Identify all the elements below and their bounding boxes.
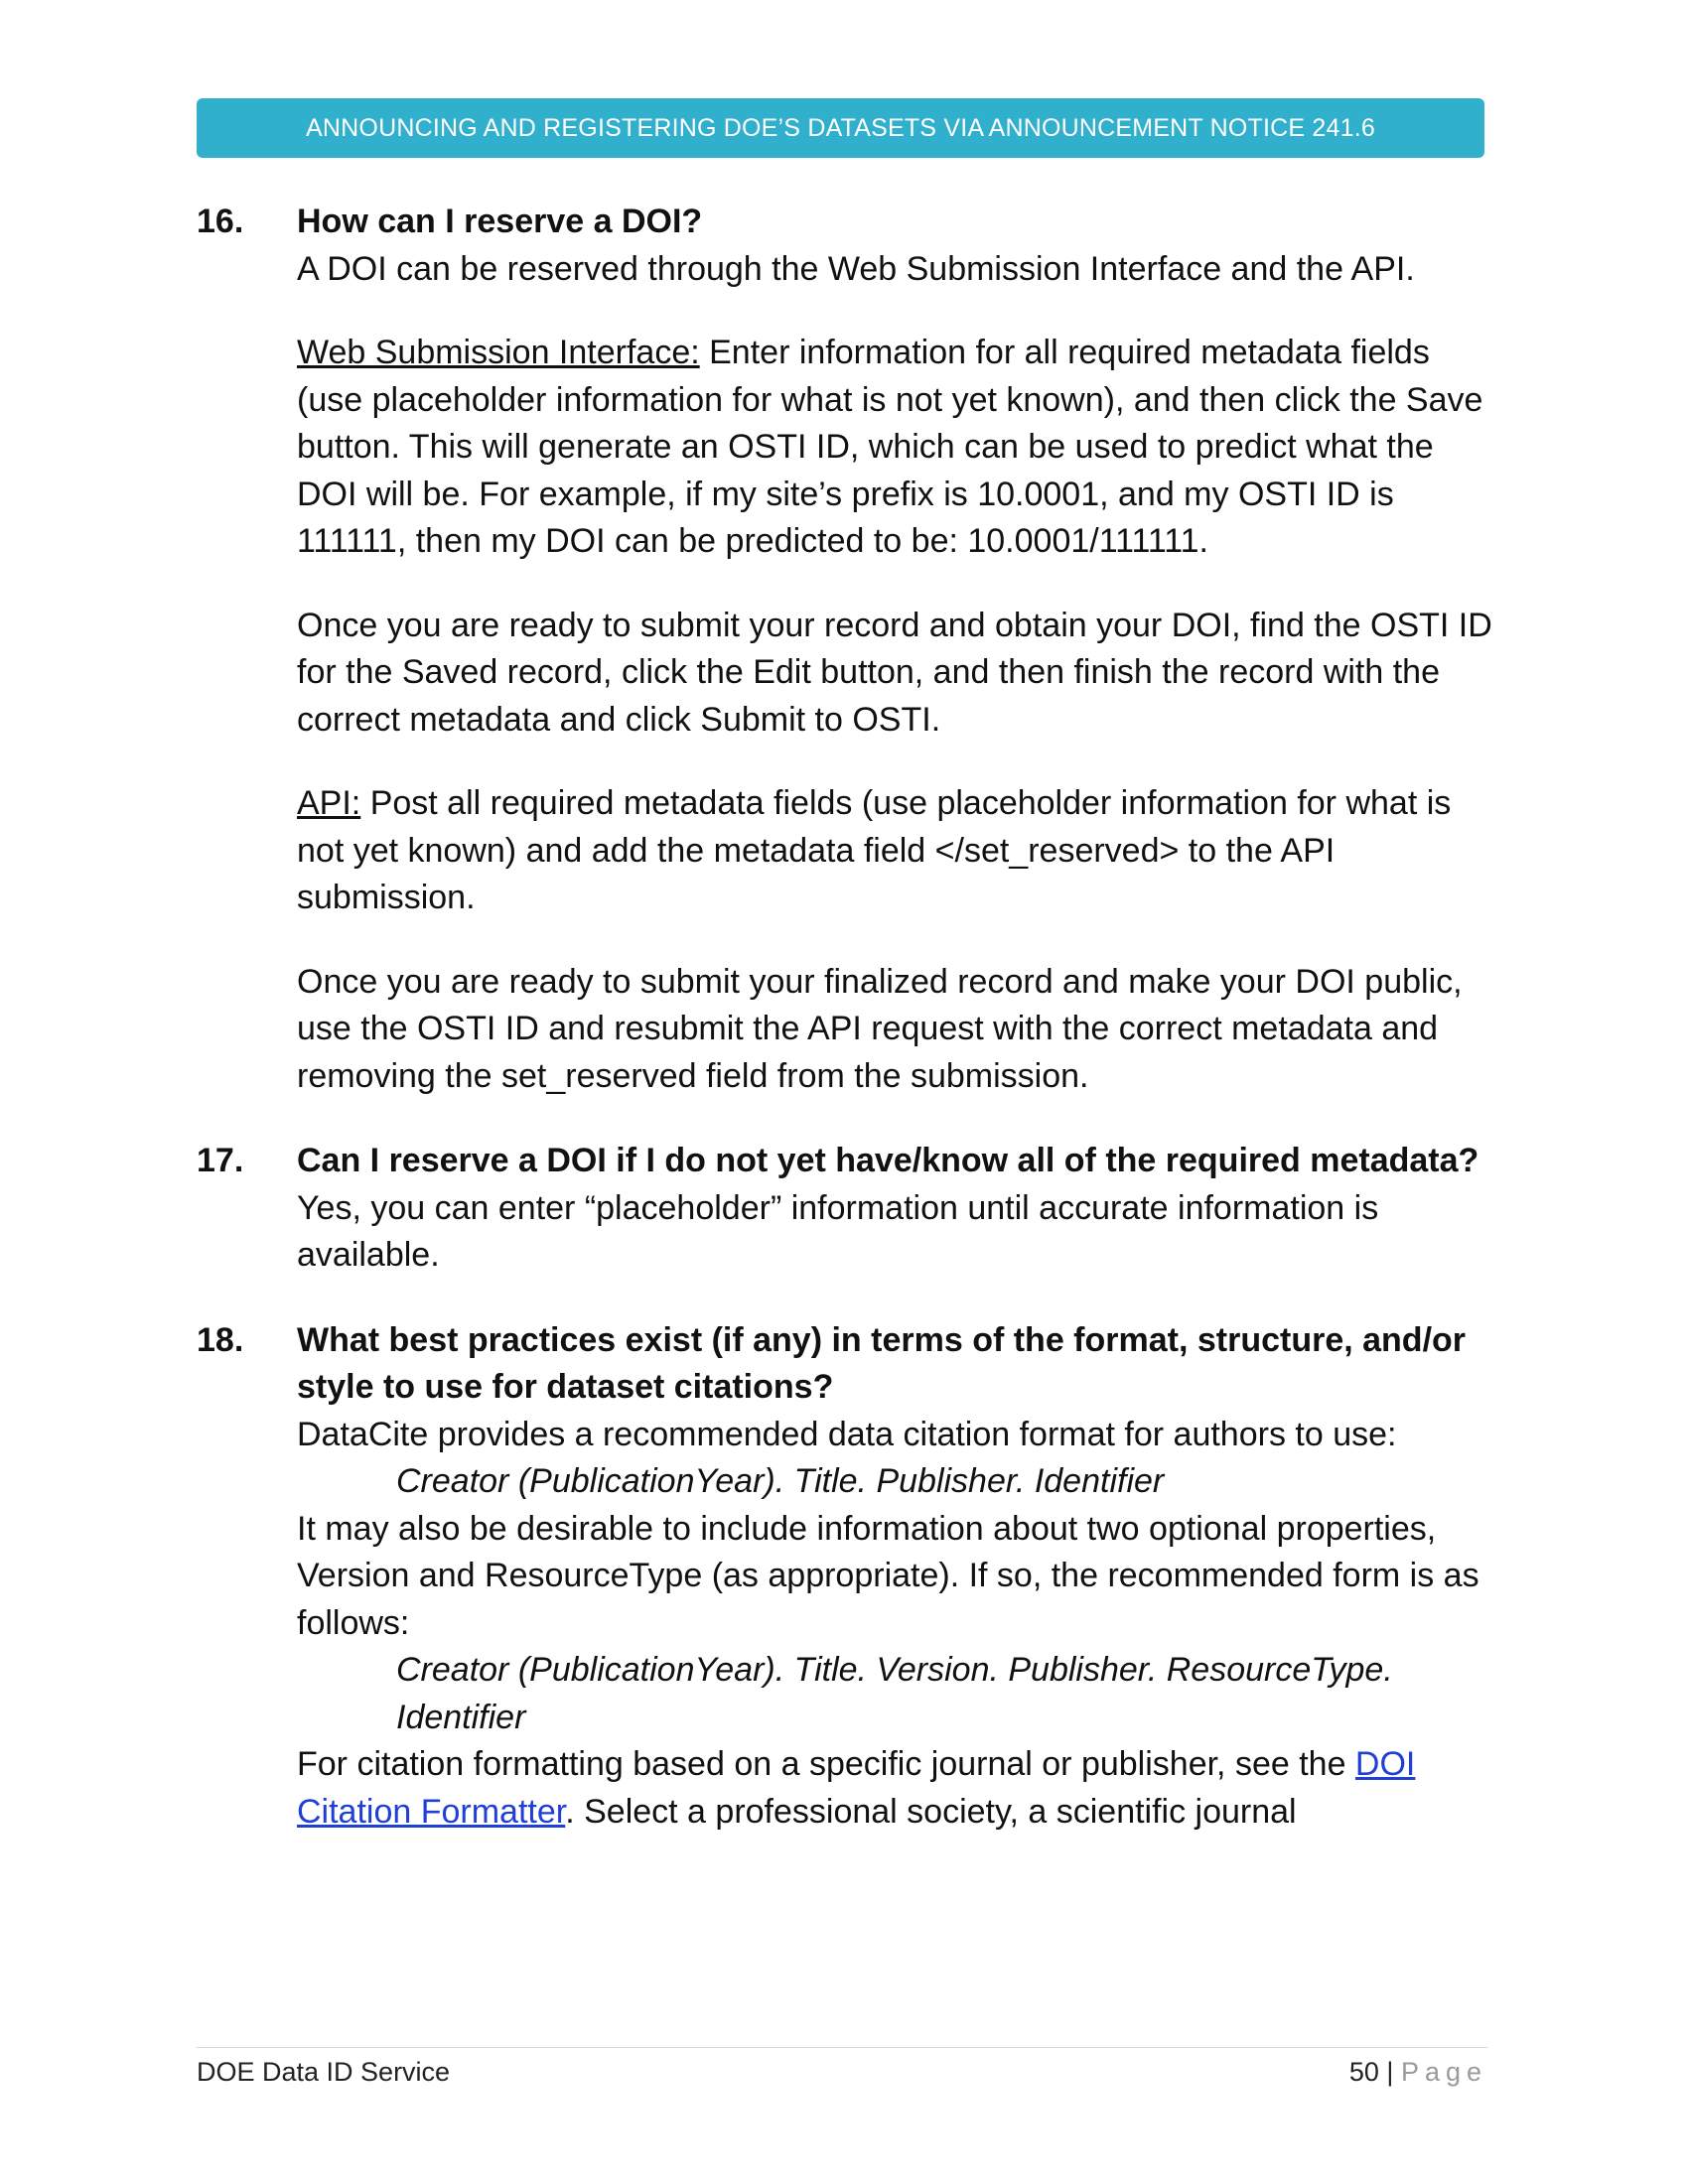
web-submission-text: Enter information for all required metadata fields (use placeholder information for what is not yet known), and then click the Save button. This will generate an OSTI ID, which can be used to predict what the DOI will be. For example, if my site’s prefix is 10.0001, and my OSTI ID is 111111, then my DOI can be predicted to be: 10.0001/111111. <box>297 334 1483 560</box>
question-number: 18. <box>197 1320 244 1359</box>
footer-page-indicator <box>1349 2057 1487 2088</box>
question-heading <box>197 1138 1497 1185</box>
api-followup: Once you are ready to submit your finalized record and make your DOI public, use the OSTI ID and resubmit the API request with the correct metadata and removing the set_reserved field from the submission. <box>297 962 1463 1095</box>
api-paragraph <box>297 780 1497 922</box>
page-label: Page <box>1400 2057 1487 2087</box>
footer-service-name: DOE Data ID Service <box>197 2057 451 2087</box>
footer-divider <box>197 2047 1487 2048</box>
question-title: What best practices exist (if any) in terms of the format, structure, and/or style to use for dataset citations? <box>297 1320 1467 1406</box>
answer-body <box>297 1185 1497 1280</box>
api-label: API: <box>297 784 361 822</box>
document-body <box>197 199 1497 1873</box>
answer-line-formatter <box>297 1741 1497 1836</box>
answer-line-datacite: DataCite provides a recommended data citation format for authors to use: <box>297 1415 1397 1453</box>
question-heading <box>197 199 1497 246</box>
answer-body <box>297 1412 1497 1837</box>
web-submission-paragraph <box>297 330 1497 566</box>
answer-intro: A DOI can be reserved through the Web Submission Interface and the API. <box>297 249 1415 288</box>
question-title: Can I reserve a DOI if I do not yet have/know all of the required metadata? <box>297 1142 1479 1179</box>
faq-item-17 <box>197 1138 1497 1280</box>
web-submission-followup: Once you are ready to submit your record and obtain your DOI, find the OSTI ID for the Saved record, click the Edit button, and then finish the record with the correct metadata and click Submit to OSTI. <box>297 606 1492 739</box>
web-submission-label: Web Submission Interface: <box>297 334 700 371</box>
citation-format-extended: Creator (PublicationYear). Title. Version. Publisher. ResourceType. Identifier <box>396 1651 1393 1736</box>
page-header-banner: ANNOUNCING AND REGISTERING DOE’S DATASETS VIA ANNOUNCEMENT NOTICE 241.6 <box>197 98 1484 158</box>
answer-body <box>297 246 1497 1101</box>
question-heading <box>197 1317 1497 1412</box>
question-number: 17. <box>197 1142 244 1179</box>
doi-citation-formatter-link[interactable]: DOI Citation Formatter <box>297 1745 1416 1831</box>
page-separator: | <box>1378 2057 1401 2087</box>
api-text: Post all required metadata fields (use placeholder information for what is not yet known) and add the metadata field </set_reserved> to the API submission. <box>297 784 1452 916</box>
faq-item-16 <box>197 199 1497 1100</box>
formatter-text-pre: For citation formatting based on a specific journal or publisher, see the <box>297 1745 1355 1783</box>
answer-text: Yes, you can enter “placeholder” information until accurate information is available. <box>297 1188 1379 1274</box>
page-number: 50 <box>1348 2057 1379 2087</box>
faq-item-18 <box>197 1317 1497 1837</box>
citation-format-basic: Creator (PublicationYear). Title. Publisher. Identifier <box>396 1462 1165 1500</box>
question-title: How can I reserve a DOI? <box>297 203 703 240</box>
question-number: 16. <box>197 203 244 240</box>
formatter-text-post: . Select a professional society, a scientific journal <box>565 1792 1297 1831</box>
answer-line-optional: It may also be desirable to include information about two optional properties, Version and ResourceType (as appropriate). If so, the recommended form is as follows: <box>297 1509 1479 1642</box>
